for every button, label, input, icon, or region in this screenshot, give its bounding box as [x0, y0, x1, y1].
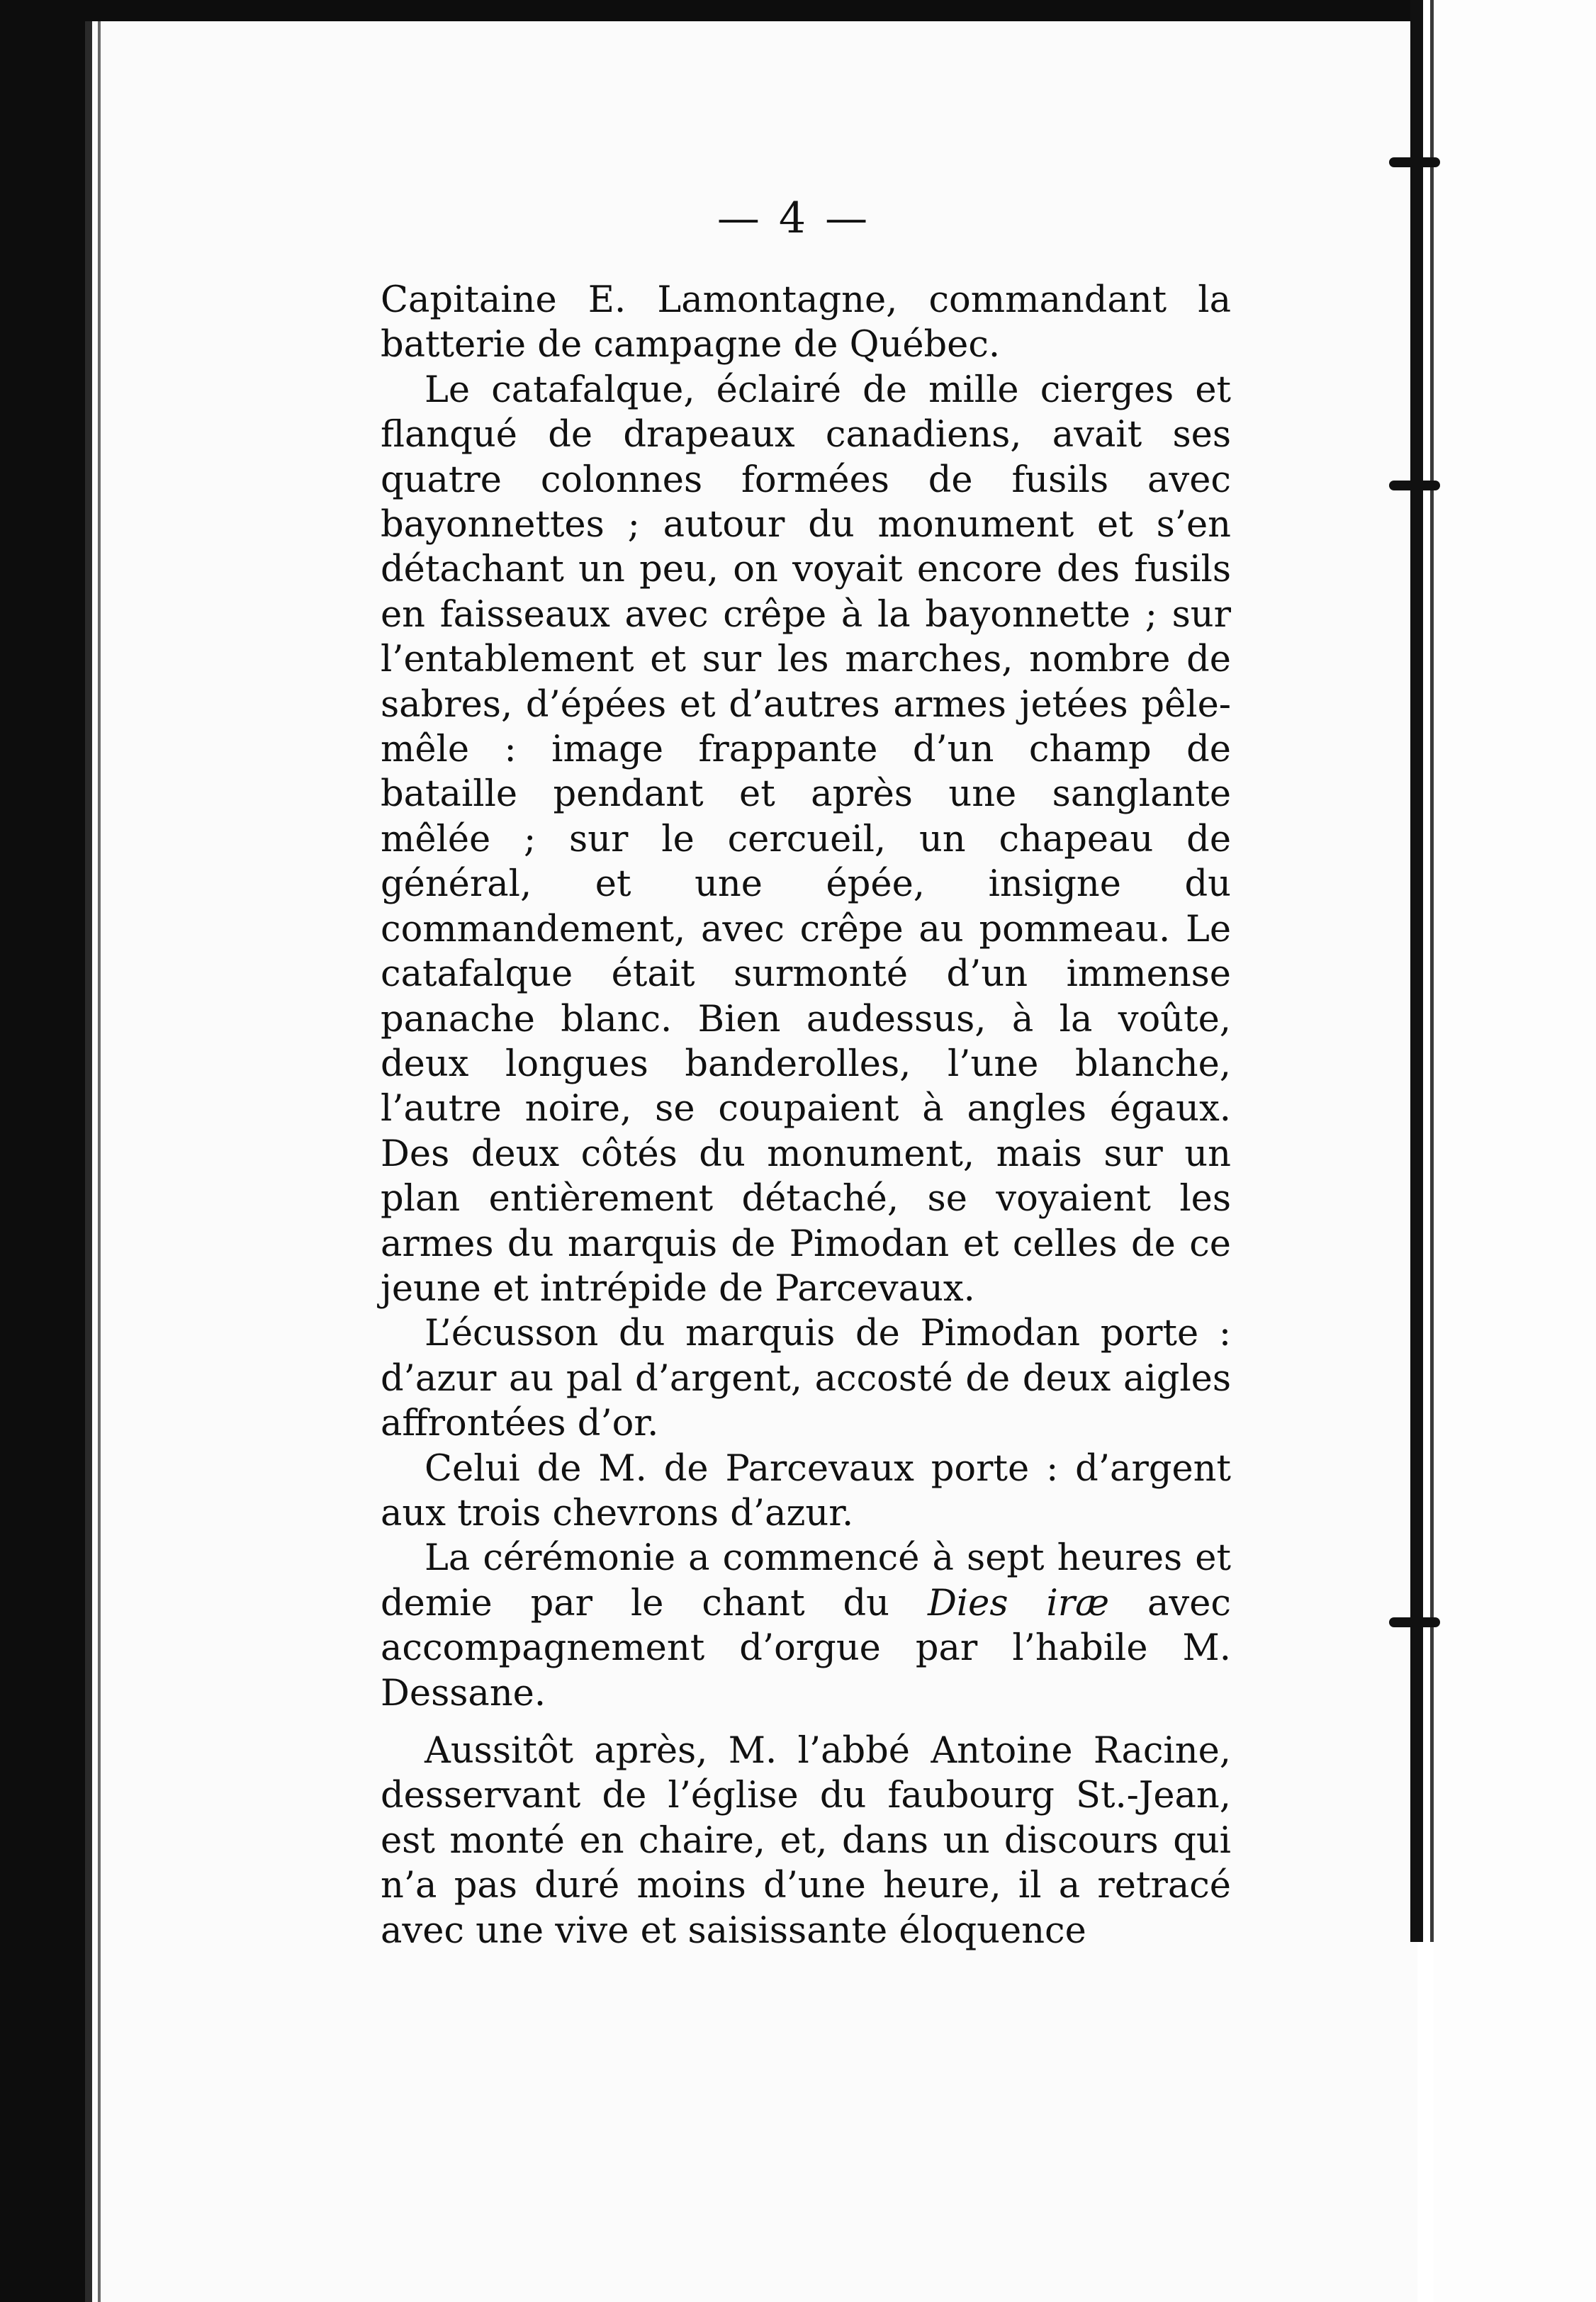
scan-border-left — [0, 0, 85, 2302]
paragraph: Celui de M. de Parcevaux porte : d’argent aux trois chevrons d’azur. — [381, 1447, 1231, 1534]
paragraph: L’écusson du marquis de Pimodan porte : d’azur au pal d’argent, accosté de deux aigles affrontées d’or. — [381, 1313, 1231, 1445]
paragraph-text: avec accompagnement d’orgue par l’habile M. Dessane. — [381, 1582, 1231, 1714]
binding-stitch — [1389, 481, 1440, 490]
binding-strip — [1410, 0, 1423, 1942]
scan-border-top — [0, 0, 1417, 21]
paragraph — [381, 1536, 1231, 1716]
page-gutter-line — [98, 21, 101, 2302]
page-number: — 4 — — [716, 193, 871, 243]
italic-title: Dies iræ — [927, 1582, 1110, 1624]
binding-stitch — [1389, 1617, 1440, 1627]
paragraph-text: La cérémonie a commencé à sept heures et demie par le chant du — [381, 1537, 1231, 1624]
body-text — [381, 278, 1231, 1953]
paragraph: Le catafalque, éclairé de mille cierges et flanqué de drapeaux canadiens, avait ses quatre colonnes formées de fusils avec bayonnettes ; autour du monument et s’en détachant un peu, on voyait encore des fusils en faisseaux avec crêpe à la bayonnette ; sur l’entablement et sur les marches, nombre de sabres, d’épées et d’autres armes jetées pêle-mêle : image frappante d’un champ de bataille pendant et après une sanglante mêlée ; sur le cercueil, un chapeau de général, et une épée, insigne du commandement, avec crêpe au pommeau. Le catafalque était surmonté d’un immense panache blanc. Bien audessus, à la voûte, deux longues banderolles, l’une blanche, l’autre noire, se coupaient à angles égaux. Des deux côtés du monument, mais sur un plan entièrement détaché, se voyaient les armes du marquis de Pimodan et celles de ce jeune et intrépide de Parcevaux. — [381, 369, 1231, 1310]
paragraph: Aussitôt après, M. l’abbé Antoine Racine, desservant de l’église du faubourg St.-Jean, est monté en chaire, et, dans un discours qui n’a pas duré moins d’une heure, il a retracé avec une vive et saisissante éloquence — [381, 1730, 1231, 1952]
right-margin — [1434, 0, 1596, 2302]
paragraph: Capitaine E. Lamontagne, commandant la batterie de campagne de Québec. — [381, 279, 1231, 366]
binding-thread — [1430, 0, 1434, 1942]
binding-stitch — [1389, 157, 1440, 167]
